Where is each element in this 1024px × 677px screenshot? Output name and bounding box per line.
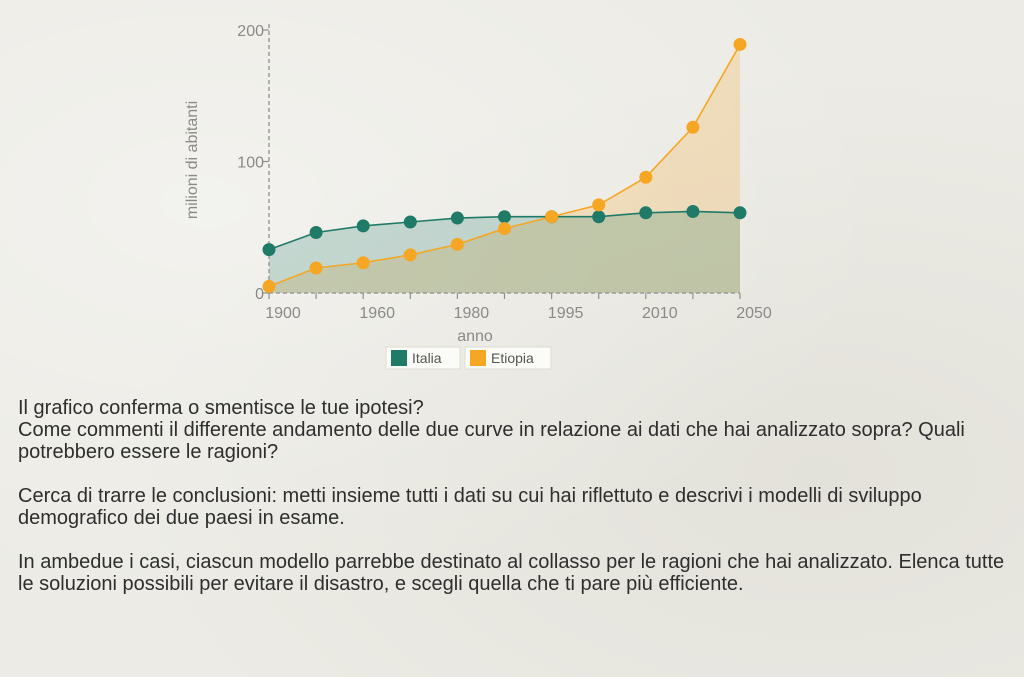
legend-swatch	[391, 350, 407, 366]
chart-legend	[386, 347, 551, 369]
legend-label: Etiopia	[491, 350, 534, 366]
legend-item-etiopia	[465, 347, 551, 369]
point-italia	[310, 226, 323, 239]
point-italia	[686, 205, 699, 218]
x-tick-label: 1960	[359, 305, 395, 322]
paragraph-conclusions: Cerca di trarre le conclusioni: metti insieme tutti i dati su cui hai riflettuto e descrivi i modelli di sviluppo demografico dei due paesi in esame.	[18, 485, 922, 529]
point-etiopia	[451, 238, 464, 251]
x-tick-label: 1980	[453, 305, 490, 322]
x-tick-label: 2050	[736, 305, 772, 322]
point-etiopia	[310, 262, 323, 275]
point-etiopia	[592, 198, 605, 211]
y-axis-title: milioni di abitanti	[184, 100, 201, 220]
point-etiopia	[734, 38, 747, 51]
point-etiopia	[639, 171, 652, 184]
x-tick-label: 1900	[265, 305, 301, 322]
point-italia	[263, 243, 276, 256]
legend-label: Italia	[412, 350, 442, 366]
point-etiopia	[498, 222, 511, 235]
point-etiopia	[357, 256, 370, 269]
legend-swatch	[470, 350, 486, 366]
y-tick-label: 100	[237, 154, 264, 172]
point-italia	[498, 210, 511, 223]
point-etiopia	[545, 210, 558, 223]
point-italia	[357, 219, 370, 232]
point-italia	[451, 212, 464, 225]
point-italia	[734, 206, 747, 219]
y-tick-label: 0	[255, 286, 264, 303]
legend-item-italia	[386, 347, 460, 369]
point-etiopia	[686, 121, 699, 134]
x-tick-label: 1995	[547, 305, 584, 322]
x-tick-label: 2010	[642, 305, 678, 322]
point-italia	[404, 215, 417, 228]
x-axis-title: anno	[457, 328, 493, 345]
series-areas	[269, 44, 740, 293]
point-italia	[592, 210, 605, 223]
point-etiopia	[404, 248, 417, 261]
point-italia	[639, 206, 652, 219]
paragraph-questions: Il grafico conferma o smentisce le tue ipotesi? Come commenti il differente andamento delle due curve in relazione ai dati che hai analizzato sopra? Quali potrebbero essere le ragioni?	[18, 397, 965, 463]
instructions-text	[18, 397, 1018, 617]
point-etiopia	[263, 280, 276, 293]
paragraph-solutions: In ambedue i casi, ciascun modello parrebbe destinato al collasso per le ragioni che hai analizzato. Elenca tutte le soluzioni possibili per evitare il disastro, e scegli quella che ti pare più efficiente.	[18, 551, 1005, 595]
y-tick-label: 200	[237, 23, 264, 40]
